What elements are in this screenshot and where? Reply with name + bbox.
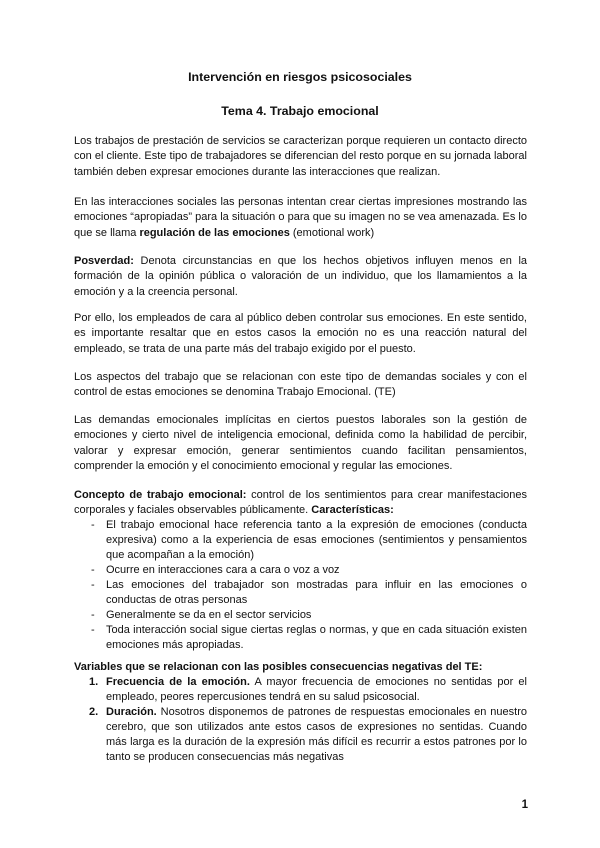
list-item: - Generalmente se da en el sector servicios (74, 608, 527, 623)
list-item: - Las emociones del trabajador son mostradas para influir en las emociones o conductas de otras personas (74, 578, 527, 608)
item-label: Frecuencia de la emoción. (106, 676, 250, 688)
paragraph-employees: Por ello, los empleados de cara al público deben controlar sus emociones. En este sentido, es importante resaltar que en estos casos la emoción no es una reacción natural del empleado, se trata de una parte más del trabajo exigido por el puesto. (74, 312, 527, 355)
item-number: 2. (89, 706, 99, 718)
concept-definition (74, 488, 527, 518)
course-title: Intervención en riesgos psicosociales (188, 70, 412, 84)
variables-section (74, 660, 527, 765)
concept-text: control de los sentimientos para crear manifestaciones corporales y faciales observables públicamente. (74, 489, 527, 516)
list-item (74, 675, 527, 705)
characteristics-label: Características: (311, 504, 394, 516)
list-item: - Toda interacción social sigue ciertas reglas o normas, y que en cada situación existen emociones más apropiadas. (74, 623, 527, 653)
topic-title: Tema 4. Trabajo emocional (221, 104, 379, 118)
posverdad-term: Posverdad: (74, 255, 134, 267)
concept-label: Concepto de trabajo emocional: (74, 489, 247, 501)
concept-section (74, 488, 527, 653)
list-item: - El trabajo emocional hace referencia tanto a la expresión de emociones (conducta expresiva) como a la experiencia de esas emociones (sentimientos y pensamientos que acompañan a la emoción) (74, 518, 527, 563)
list-item (74, 705, 527, 765)
item-text: Nosotros disponemos de patrones de respuestas emocionales en nuestro cerebro, que son utilizados ante estos casos de expresiones no sentidas. Cuando más larga es la duración de la expresión más difícil es recurrir a estos patrones por lo tanto se producen consecuencias más negativas (106, 706, 527, 763)
item-text: A mayor frecuencia de emociones no sentidas por el empleado, peores repercusiones tendrá en su salud psicosocial. (106, 676, 527, 703)
paragraph-text: En las interacciones sociales las personas intentan crear ciertas impresiones mostrando las emociones “apropiadas” para la situación o para que su imagen no se vea amenazada. Es lo que se llama (74, 196, 527, 239)
paragraph-posverdad (74, 254, 527, 300)
variables-heading: Variables que se relacionan con las posibles consecuencias negativas del TE: (74, 661, 483, 673)
paragraph-emotional-demands: Las demandas emocionales implícitas en ciertos puestos laborales son la gestión de emociones y cierto nivel de inteligencia emocional, definida como la habilidad de percibir, valorar y expresar emoción, generar sentimientos cuando facilitan pensamientos, comprender la emoción y el conocimiento emocional y regular las emociones. (74, 414, 527, 473)
paragraph-te-definition: Los aspectos del trabajo que se relacionan con este tipo de demandas sociales y con el control de estas emociones se denomina Trabajo Emocional. (TE) (74, 371, 527, 399)
paragraph-text: Denota circunstancias en que los hechos objetivos influyen menos en la formación de la opinión pública o valoración de un individuo, que los llamamientos a la emoción y a la creencia personal. (74, 255, 527, 298)
emotion-regulation-term: regulación de las emociones (139, 226, 290, 239)
page-number: 1 (521, 799, 528, 811)
item-label: Duración. (106, 706, 157, 718)
characteristics-list (74, 518, 527, 653)
paragraph-emotion-regulation (74, 195, 527, 241)
item-number: 1. (89, 676, 99, 688)
list-item: - Ocurre en interacciones cara a cara o voz a voz (74, 563, 527, 578)
variables-list (74, 675, 527, 765)
paragraph-tail: (emotional work) (289, 226, 375, 239)
paragraph-intro: Los trabajos de prestación de servicios se caracterizan porque requieren un contacto directo con el cliente. Este tipo de trabajadores se diferencian del resto porque en su jornada laboral también deben expresar emociones durante las interacciones que realizan. (74, 135, 527, 178)
